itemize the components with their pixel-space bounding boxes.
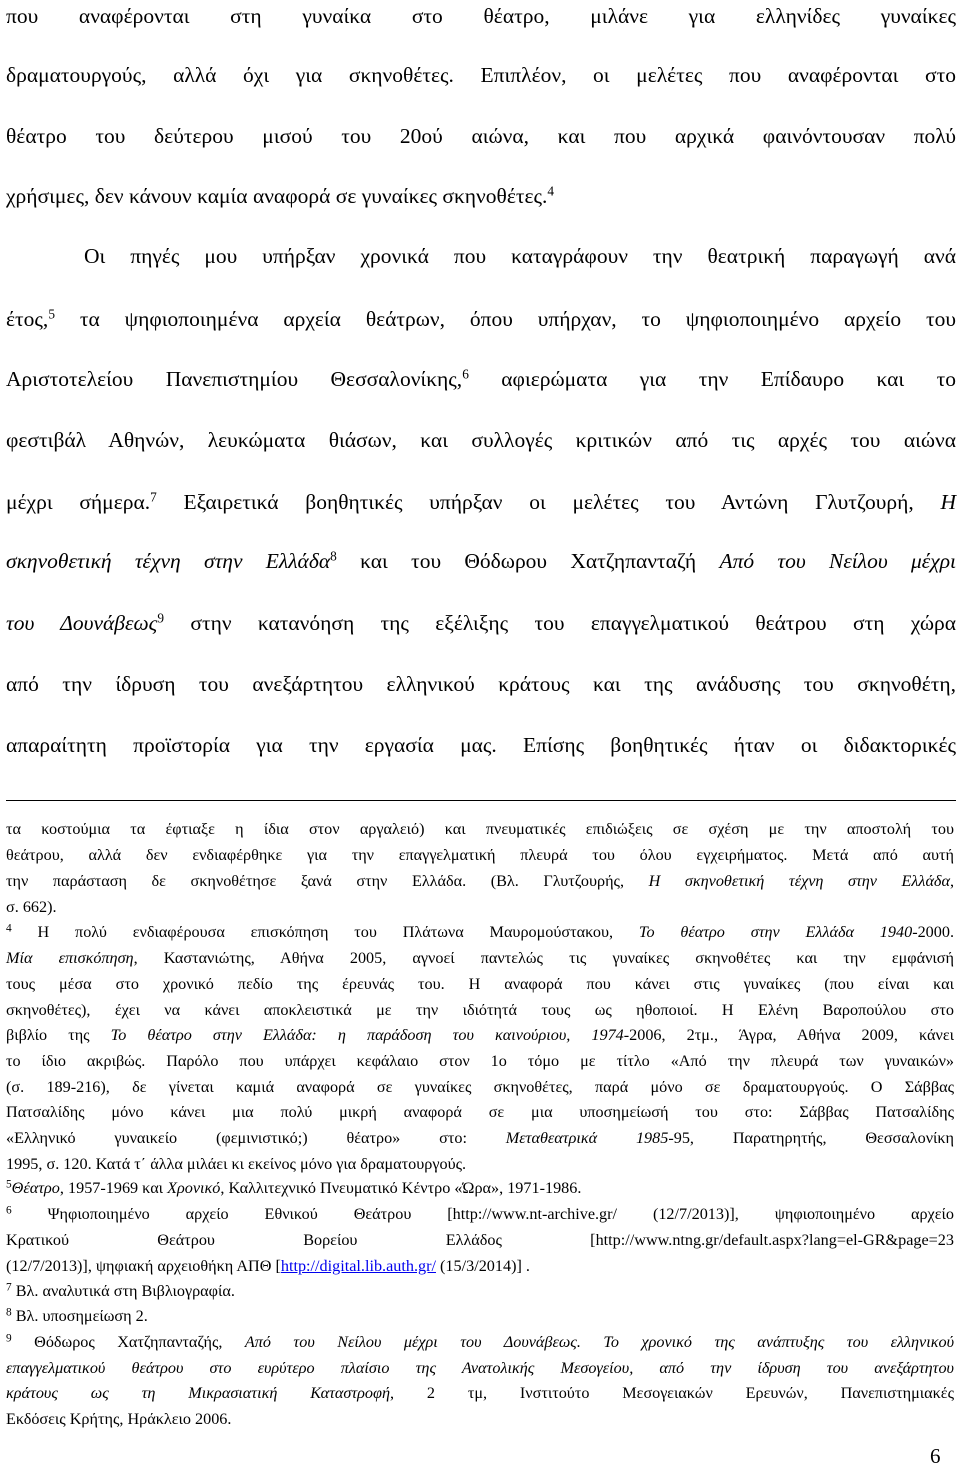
- body-line: φεστιβάλ Αθηνών, λευκώματα θιάσων, και συλλογές κριτικών από τις αρχές του αιώνα: [6, 428, 956, 452]
- footnote-line: Μία επισκόπηση, Καστανιώτης, Αθήνα 2005, αγνοεί παντελώς τις γυναίκες σκηνοθέτες και την εμφάνισή: [6, 949, 954, 967]
- footnote-ref: 6: [462, 366, 469, 382]
- footnote-line: τους μέσα στο χρονικό πεδίο της έρευνάς του. Η αναφορά που κάνει στις γυναίκες (που είναι και: [6, 975, 954, 993]
- body-line: δραματουργούς, αλλά όχι για σκηνοθέτες. Επιπλέον, οι μελέτες που αναφέρονται στο: [6, 63, 956, 87]
- footnote-line: Εκδόσεις Κρήτης, Ηράκλειο 2006.: [6, 1410, 232, 1428]
- footnote-6: $^6$ Ψηφιοποιημένο αρχείο Εθνικού Θεάτρου [http://www.nt-archive.gr/ (12/7/2013)], ψηφιοποιημένο αρχείο: [6, 1204, 954, 1223]
- footnote-separator: [6, 800, 956, 801]
- body-line: του Δουνάβεως$^9$ στην κατανόηση της εξέλιξης του επαγγελματικού θεάτρου στη χώρα: [6, 610, 957, 635]
- body-line: απαραίτητη προϊστορία για την εργασία μας. Επίσης βοηθητικές ήταν οι διδακτορικές: [6, 733, 956, 757]
- footnote-line: (12/7/2013)], ψηφιακή αρχειοθήκη ΑΠΘ [http://digital.lib.auth.gr/ (15/3/2014)] .: [6, 1257, 530, 1275]
- body-line: σκηνοθετική τέχνη στην Ελλάδα$^8$ και του Θόδωρου Χατζηπανταζή Από του Νείλου μέχρι: [6, 548, 957, 573]
- footnote-line: Κρατικού Θεάτρου Βορείου Ελλάδος [http://www.ntng.gr/default.aspx?lang=el-GR&page=23: [6, 1231, 954, 1249]
- footnote-ref: 8: [330, 548, 337, 564]
- footnote-ref: 7: [150, 489, 157, 505]
- footnote-ref: 4: [547, 183, 555, 199]
- footnote-8: $^8$ Βλ. υποσημείωση 2.: [6, 1306, 148, 1325]
- footnote-line: Πατσαλίδης μόνο κάνει μια πολύ μικρή αναφορά σε μια υποσημείωσή του στο: Σάββας Πατσαλίδης: [6, 1103, 954, 1121]
- footnote-line: θεάτρου, αλλά δεν ενδιαφέρθηκε για την επαγγελματική πλευρά του όλου εγχειρήματος. Μετά από αυτή: [6, 846, 954, 864]
- body-line-indented: Οι πηγές μου υπήρξαν χρονικά που καταγράφουν την θεατρική παραγωγή ανά: [84, 244, 956, 268]
- footnote-line: 1995, σ. 120. Κατά τ΄ άλλα μιλάει κι εκείνος μόνο για δραματουργούς.: [6, 1155, 467, 1173]
- footnote-line: κράτους ως τη Μικρασιατική Καταστροφή, 2 τμ, Ινστιτούτο Μεσογειακών Ερευνών, Πανεπιστημιακές: [6, 1384, 954, 1402]
- footnote-number: 7: [6, 1281, 12, 1294]
- body-line: από την ίδρυση του ανεξάρτητου ελληνικού κράτους και της ανάδυσης του σκηνοθέτη,: [6, 672, 956, 696]
- footnote-line: σ. 662).: [6, 898, 57, 916]
- footnote-ref: 5: [48, 306, 55, 322]
- footnote-line: «Ελληνικό γυναικείο (φεμινιστικό;) θέατρο» στο: Μεταθεατρικά 1985-95, Παρατηρητής, Θεσσαλονίκη: [6, 1129, 955, 1147]
- body-line: έτος,$^5$ τα ψηφιοποιημένα αρχεία θεάτρων, όπου υπήρχαν, το ψηφιοποιημένο αρχείο του: [6, 306, 956, 331]
- footnote-7: $^7$ Βλ. αναλυτικά στη Βιβλιογραφία.: [6, 1281, 235, 1300]
- footnote-number: 6: [6, 1204, 12, 1217]
- footnote-line: σκηνοθέτες), έχει να κάνει αποκλειστικά με την ιδιότητά τους ως ηθοποιοί. Η Ελένη Βαροπούλου στο: [6, 1001, 954, 1019]
- footnote-4: $^4$ Η πολύ ενδιαφέρουσα επισκόπηση του Πλάτωνα Μαυρομούστακου, Το θέατρο στην Ελλάδα 1940-2000.: [6, 922, 954, 941]
- body-line: μέχρι σήμερα.$^7$ Εξαιρετικά βοηθητικές υπήρξαν οι μελέτες του Αντώνη Γλυτζουρή, Η: [6, 489, 956, 514]
- footnote-line: βιβλίο της Το θέατρο στην Ελλάδα: η παράδοση του καινούριου, 1974-2006, 2τμ., Άγρα, Αθήνα 2009, κάνει: [6, 1026, 954, 1044]
- page-number: 6: [930, 1444, 941, 1468]
- body-line: που αναφέρονται στη γυναίκα στο θέατρο, μιλάνε για ελληνίδες γυναίκες: [6, 4, 956, 28]
- footnote-5: $^5$Θέατρο, 1957-1969 και Χρονικό, Καλλιτεχνικό Πνευματικό Κέντρο «Ώρα», 1971-1986.: [6, 1178, 582, 1197]
- footnote-ref: 9: [157, 610, 165, 626]
- footnote-line: τα κοστούμια τα έφτιαξε η ίδια στον αργαλειό) και πνευματικές επιδιώξεις σε σχέση με την αποστολή του: [6, 820, 954, 838]
- footnote-line: την παράσταση δε σκηνοθέτησε ξανά στην Ελλάδα. (Βλ. Γλυτζουρής, Η σκηνοθετική τέχνη στην Ελλάδα,: [6, 872, 955, 890]
- footnote-9: $^9$ Θόδωρος Χατζηπανταζής, Από του Νείλου μέχρι του Δουνάβεως. Το χρονικό της ανάπτυξης του ελληνικού: [6, 1332, 954, 1351]
- footnote-number: 9: [6, 1332, 12, 1345]
- footnote-number: 8: [6, 1306, 12, 1319]
- body-line: Αριστοτελείου Πανεπιστημίου Θεσσαλονίκης,$^6$ αφιερώματα για την Επίδαυρο και το: [6, 366, 957, 391]
- footnote-number: 5: [6, 1178, 12, 1191]
- footnote-line: (σ. 189-216), δε γίνεται καμιά αναφορά σε γυναίκες σκηνοθέτες, παρά μόνο σε δραματουργούς. Ο Σάββας: [6, 1078, 954, 1096]
- archive-link[interactable]: http://digital.lib.auth.gr/: [280, 1257, 436, 1275]
- body-line: θέατρο του δεύτερου μισού του 20ού αιώνα, και που αρχικά φαινόντουσαν πολύ: [6, 124, 956, 148]
- body-line: χρήσιμες, δεν κάνουν καμία αναφορά σε γυναίκες σκηνοθέτες.$^4$: [6, 183, 555, 208]
- footnote-number: 4: [6, 922, 12, 935]
- footnote-line: επαγγελματικού θεάτρου στο ευρύτερο πλαίσιο της Ανατολικής Μεσογείου, από την ίδρυση του ανεξάρτητου: [6, 1359, 954, 1377]
- footnote-line: το ίδιο ακριβώς. Παρόλο που υπάρχει κεφάλαιο στον 1ο τόμο με τίτλο «Από την πλευρά των γυναικών»: [6, 1052, 954, 1070]
